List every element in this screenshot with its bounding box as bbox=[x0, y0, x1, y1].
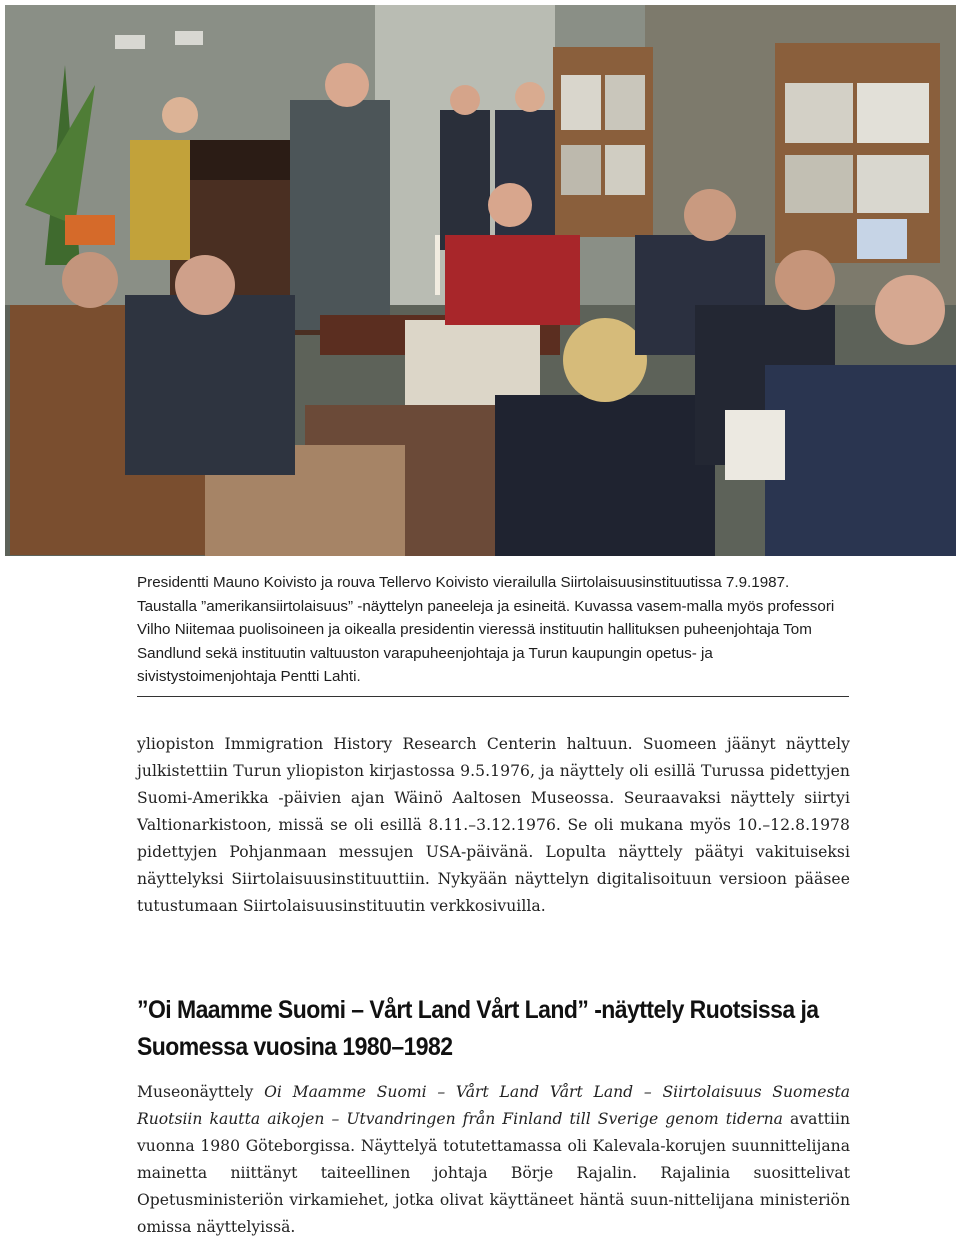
paragraph-2-rest: avattiin vuonna 1980 Göteborgissa. Näyttelyä totutettamassa oli Kalevala-korujen suunnittelijana mainetta niittänyt taiteellinen johtaja Börje Rajalin. Rajalinia suosittelivat Opetusministeriön virkamiehet, jotka olivat käyttäneet häntä suun-nittelijana ministeriön omissa näyttelyissä. bbox=[137, 1110, 850, 1236]
exhibition-title: Oi Maamme Suomi – Vårt Land Vårt Land – Siirtolaisuus Suomesta Ruotsiin kautta aikojen – Utvandringen från Finland till Sverige genom tiderna bbox=[137, 1083, 851, 1128]
caption-text: Presidentti Mauno Koivisto ja rouva Tellervo Koivisto vierailulla Siirtolaisuusinstituutissa 7.9.1987. Taustalla ”amerikansiirtolaisuus” -näyttelyn paneeleja ja esineitä. Kuvassa vasem-malla myös professori Vilho Niitemaa puolisoineen ja oikealla presidentin vieressä instituutin hallituksen puheenjohtaja Tom Sandlund sekä instituutin valtuuston varapuheenjohtaja ja Turun kaupungin opetus- ja sivistystoimenjohtaja Pentti Lahti. bbox=[137, 574, 835, 686]
paragraph-1-text: yliopiston Immigration History Research Centerin haltuun. Suomeen jäänyt näyttely julkistettiin Turun yliopiston kirjastossa 9.5.1976, ja näyttely oli esillä Turussa pidettyjen Suomi-Amerikka -päivien ajan Wäinö Aaltosen Museossa. Seuraavaksi näyttely siirtyi Valtionarkistoon, missä se oli esillä 8.11.–3.12.1976. Se oli mukana myös 10.–12.8.1978 pidettyjen Pohjanmaan messujen USA-päivänä. Lopulta näyttely päätyi vakituiseksi näyttelyksi Siirtolaisuusinstituuttiin. Nykyään näyttelyn digitalisoituun versioon pääsee tutustumaan Siirtolaisuusinstituutin verkkosivuilla. bbox=[137, 735, 850, 915]
heading-line-2: Suomessa vuosina 1980–1982 bbox=[137, 1033, 453, 1061]
body-paragraph-2 bbox=[137, 1079, 850, 1241]
photo bbox=[5, 5, 956, 556]
paragraph-2-lead: Museonäyttely bbox=[137, 1083, 265, 1101]
heading-line-1: ”Oi Maamme Suomi – Vårt Land Vårt Land” -näyttely Ruotsissa ja bbox=[137, 996, 819, 1024]
body-paragraph-1 bbox=[137, 731, 850, 920]
reception-photo-illustration bbox=[5, 5, 956, 556]
photo-caption bbox=[137, 571, 853, 689]
section-heading bbox=[137, 992, 855, 1066]
caption-divider bbox=[137, 696, 849, 697]
